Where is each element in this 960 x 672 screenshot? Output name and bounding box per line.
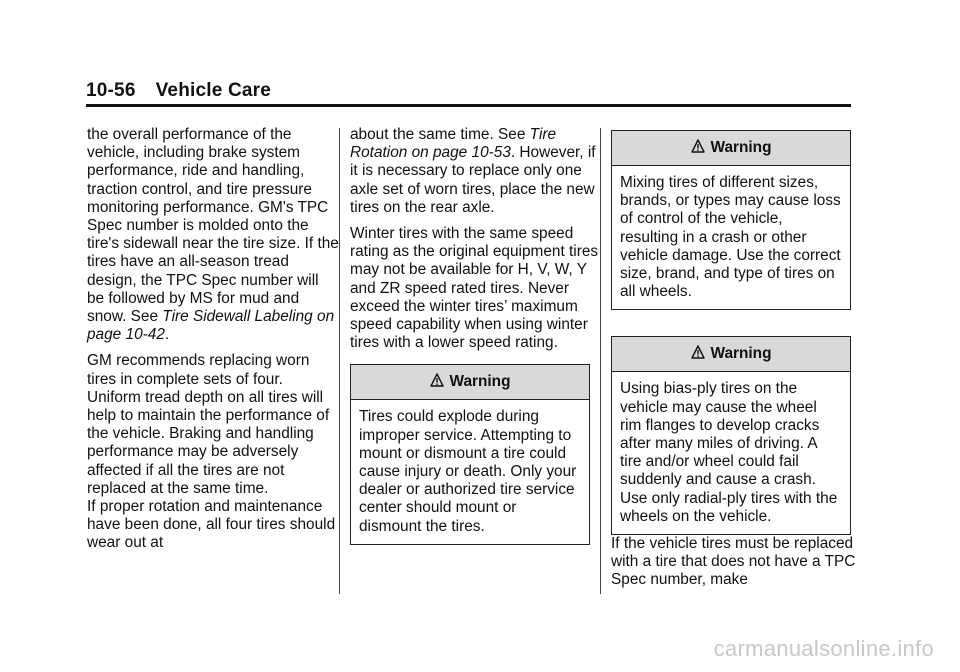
paragraph: If proper rotation and maintenance have been done, all four tires should wear out at (87, 498, 336, 552)
paragraph: Winter tires with the same speed rating as the original equipment tires may not be available for H, V, W, Y and ZR speed rated tires. Never exceed the winter tires’ maximum speed capability when using winter tires with a lower speed rating. (350, 225, 599, 352)
section-title: Vehicle Care (155, 80, 272, 101)
warning-title: Warning (710, 345, 772, 363)
cross-reference-link[interactable]: Tire Sidewall Labeling on page 10-42 (87, 308, 335, 344)
warning-title: Warning (449, 373, 511, 391)
header-rule (86, 104, 851, 107)
warning-box (611, 336, 851, 535)
paragraph-text: . (164, 326, 170, 344)
warning-header (351, 365, 589, 400)
column-1 (87, 126, 339, 561)
column-divider (339, 128, 340, 594)
warning-triangle-icon (691, 345, 705, 359)
warning-body: Tires could explode during improper service. Attempting to mount or dismount a tire could cause injury or death. Only your dealer or authorized tire service center should mount or dismount the tires. (359, 408, 577, 535)
warning-body: Using bias-ply tires on the vehicle may cause the wheel rim flanges to develop cracks after many miles of driving. A tire and/or wheel could fail suddenly and cause a crash. Use only radial-ply tires with the wheels on the vehicle. (620, 380, 838, 525)
warning-box (611, 130, 851, 310)
page-header (86, 80, 271, 102)
paragraph-text: the overall performance of the vehicle, including brake system performance, ride and handling, traction control, and tire pressure monitoring performance. GM's TPC Spec number is molded onto the tire's sidewall near the tire size. If the tires have an all-season tread design, the TPC Spec number will be followed by MS for mud and snow. See (87, 126, 339, 326)
cross-reference-link[interactable]: Tire Rotation on page 10-53 (350, 126, 557, 162)
warning-body: Mixing tires of different sizes, brands, or types may cause loss of control of the vehicle, resulting in a crash or other vehicle damage. Use the correct size, brand, and type of tires on all wheels. (620, 174, 841, 301)
watermark: carmanualsonline.info (713, 636, 934, 661)
warning-triangle-icon (691, 139, 705, 153)
column-2 (350, 126, 602, 545)
paragraph: If the vehicle tires must be replaced with a tire that does not have a TPC Spec number, make (611, 535, 856, 589)
warning-title: Warning (710, 139, 772, 156)
paragraph (350, 126, 602, 217)
warning-header (612, 131, 850, 166)
warning-triangle-icon (430, 373, 444, 387)
column-3 (611, 130, 863, 598)
page-number: 10-56 (86, 80, 136, 101)
warning-header (612, 337, 850, 372)
paragraph-text: about the same time. See (350, 126, 530, 143)
warning-box (350, 364, 590, 544)
paragraph-text: . However, if it is necessary to replace only one axle set of worn tires, place the new tires on the rear axle. (350, 144, 596, 216)
paragraph: GM recommends replacing worn tires in complete sets of four. Uniform tread depth on all tires will help to maintain the performance of the vehicle. Braking and handling performance may be adversely affected if all the tires are not replaced at the same time. (87, 352, 330, 497)
paragraph (87, 126, 339, 344)
